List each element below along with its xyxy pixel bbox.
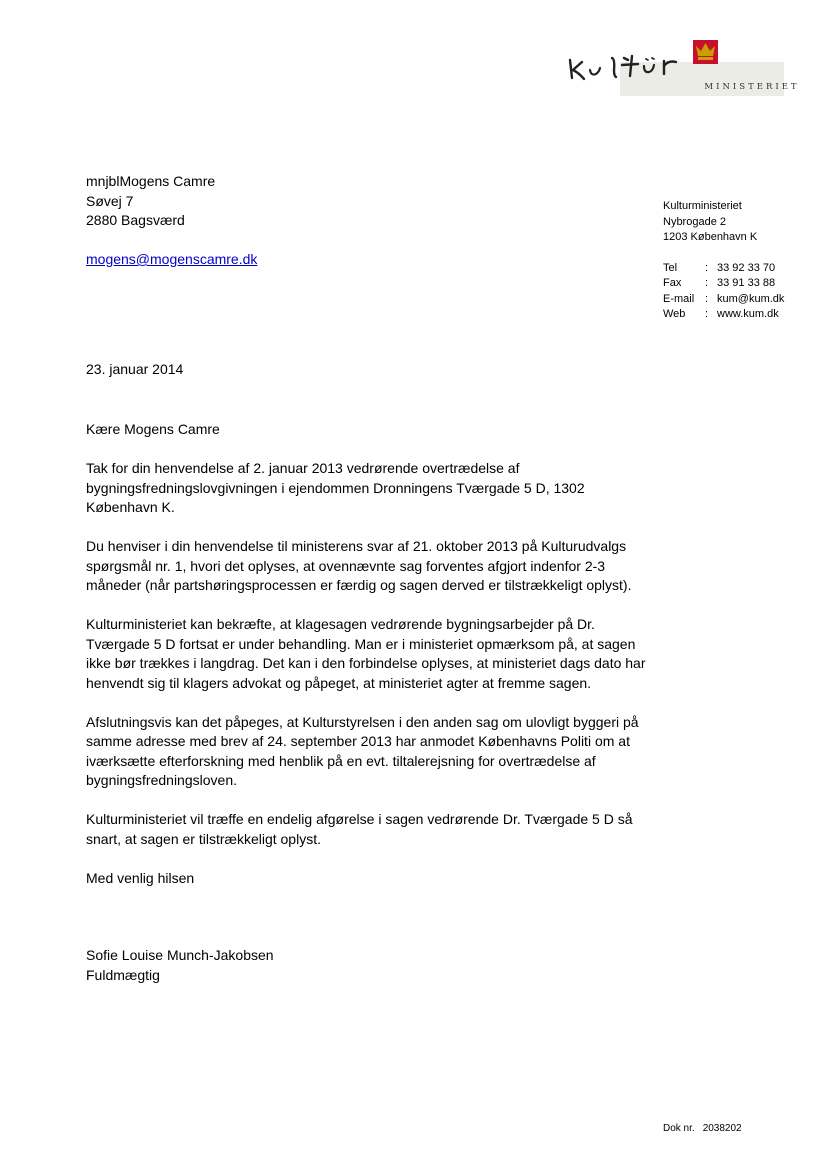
recipient-street: Søvej 7: [86, 192, 134, 209]
letter-closing: Med venlig hilsen: [86, 869, 195, 886]
contact-row-fax: Fax : 33 91 33 88: [663, 277, 776, 289]
letter-paragraph-5: Kulturministeriet vil træffe en endelig afgørelse i sagen vedrørende Dr. Tværgade 5 D så snart, at sagen er tilstrækkeligt oplyst.: [86, 811, 633, 847]
ministry-contact-table: [663, 261, 784, 323]
letter-greeting: Kære Mogens Camre: [86, 421, 220, 437]
recipient-address: [86, 172, 257, 270]
signer-title: Fuldmægtig: [86, 966, 160, 983]
document-number: [663, 1123, 742, 1134]
contact-row-tel: Tel : 33 92 33 70: [663, 261, 776, 274]
ministry-street: Nybrogade 2: [663, 215, 726, 228]
contact-row-email: E-mail : kum@kum.dk: [663, 292, 785, 305]
recipient-email-link[interactable]: mogens@mogenscamre.dk: [86, 251, 258, 267]
letter-paragraph-4: Afslutningsvis kan det påpeges, at Kulturstyrelsen i den anden sag om ulovligt byggeri på samme adresse med brev af 24. september 2013 har anmodet Københavns Politi om at iværksætte efterforskning med henblik på en evt. tiltalerejsning for overtrædelse af bygningsfredningsloven.: [86, 713, 639, 788]
recipient-name: mnjblMogens Camre: [86, 173, 216, 189]
signature-block: [86, 946, 274, 985]
kulturministeriet-logo: [560, 38, 800, 100]
recipient-city: 2880 Bagsværd: [86, 212, 185, 228]
contact-row-web: Web : www.kum.dk: [663, 308, 779, 320]
document-number-label: Dok nr.: [663, 1123, 695, 1134]
logo-subtitle: MINISTERIET: [704, 82, 800, 92]
letter-paragraph-2: Du henviser i din henvendelse til ministerens svar af 21. oktober 2013 på Kulturudvalgs spørgsmål nr. 1, hvori det oplyses, at ovennævnte sag forventes afgjort indenfor 2-3 måneder (når partshøringsprocessen er færdig og sagen derved er tilstrækkeligt oplyst).: [86, 538, 632, 593]
signer-name: Sofie Louise Munch-Jakobsen: [86, 947, 274, 963]
letter-date: 23. januar 2014: [86, 361, 184, 377]
letter-paragraph-1: Tak for din henvendelse af 2. januar 2013 vedrørende overtrædelse af bygningsfredningslovgivningen i ejendommen Dronningens Tværgade 5 D, 1302 København K.: [86, 460, 585, 515]
ministry-name: Kulturministeriet: [663, 200, 742, 212]
document-number-value: 2038202: [702, 1123, 742, 1134]
ministry-city: 1203 København K: [663, 231, 758, 243]
letter-paragraph-3: Kulturministeriet kan bekræfte, at klagesagen vedrørende bygningsarbejder på Dr. Tværgade 5 D fortsat er under behandling. Man er i ministeriet opmærksom på, at sagen ikke bør trækkes i langdrag. Det kan i den forbindelse oplyses, at ministeriet dags dato har henvendt sig til klagers advokat og påpeget, at ministeriet agter at fremme sagen.: [86, 616, 646, 691]
letter-body: [86, 420, 646, 908]
ministry-info: [663, 199, 784, 323]
